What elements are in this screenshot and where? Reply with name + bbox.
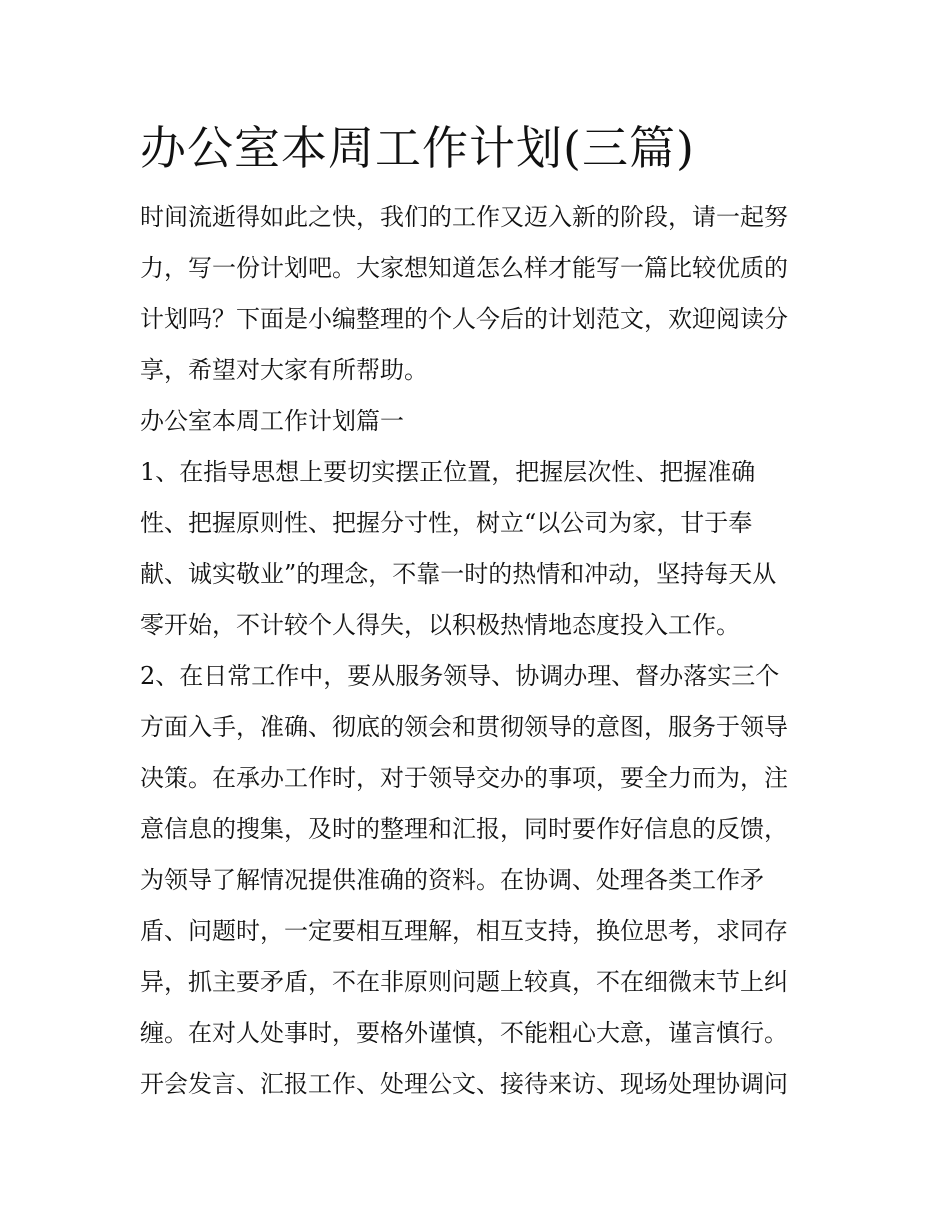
text-line: 力，写一份计划吧。大家想知道怎么样才能写一篇比较优质的 [140,254,788,282]
text-line: 献、诚实敬业”的理念，不靠一时的热情和冲动，坚持每天从 [140,560,777,588]
text-line: 2、在日常工作中，要从服务领导、协调办理、督办落实三个 [140,662,780,690]
document-body [140,112,812,1110]
text-line: 时间流逝得如此之快，我们的工作又迈入新的阶段，请一起努 [140,203,788,231]
text-line: 享，希望对大家有所帮助。 [140,356,428,384]
document-title: 办公室本周工作计划(三篇) [140,121,695,175]
section-heading: 办公室本周工作计划篇一 [140,407,404,435]
text-line: 为领导了解情况提供准确的资料。在协调、处理各类工作矛 [140,866,764,894]
text-line: 1、在指导思想上要切实摆正位置，把握层次性、把握准确 [140,458,756,486]
text-line: 盾、问题时，一定要相互理解，相互支持，换位思考，求同存 [140,917,788,945]
text-line: 零开始，不计较个人得失，以积极热情地态度投入工作。 [140,611,740,639]
text-line: 计划吗？下面是小编整理的个人今后的计划范文，欢迎阅读分 [140,305,788,333]
text-line: 异，抓主要矛盾，不在非原则问题上较真，不在细微末节上纠 [140,968,788,996]
document-text [140,192,812,1110]
text-line: 决策。在承办工作时，对于领导交办的事项，要全力而为，注 [140,764,788,792]
text-line: 性、把握原则性、把握分寸性，树立“以公司为家，甘于奉 [140,509,753,537]
text-line: 缠。在对人处事时，要格外谨慎，不能粗心大意，谨言慎行。 [140,1019,788,1047]
text-line: 意信息的搜集，及时的整理和汇报，同时要作好信息的反馈， [140,815,788,843]
text-line: 方面入手，准确、彻底的领会和贯彻领导的意图，服务于领导 [140,713,788,741]
text-line: 开会发言、汇报工作、处理公文、接待来访、现场处理协调问 [140,1070,788,1098]
